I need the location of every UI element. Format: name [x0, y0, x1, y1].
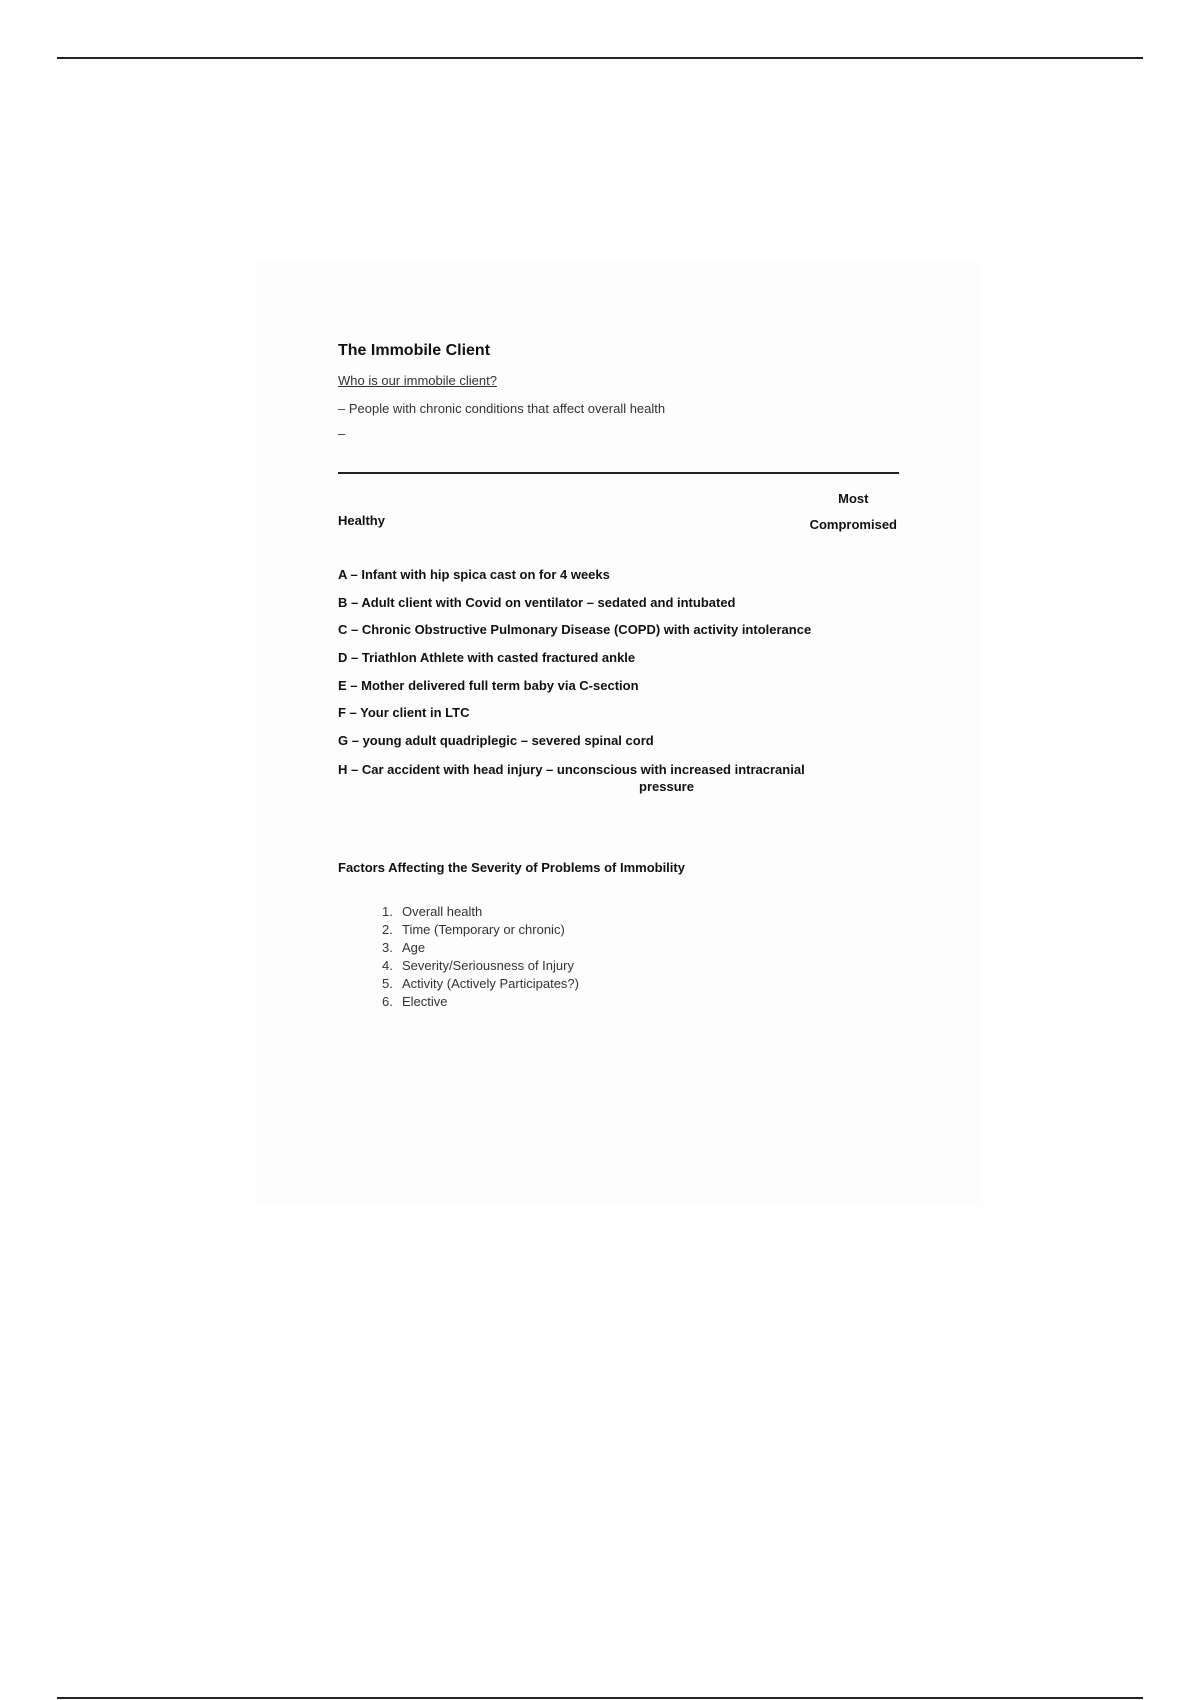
bullet-item: – — [338, 426, 346, 441]
case-item-h — [338, 761, 878, 795]
factor-item — [382, 903, 579, 921]
factor-item — [382, 921, 579, 939]
factor-text: Elective — [402, 994, 448, 1009]
factor-number: 1. — [382, 904, 393, 919]
case-item-a: A – Infant with hip spica cast on for 4 weeks — [338, 567, 610, 582]
factor-number: 5. — [382, 976, 393, 991]
factor-number: 3. — [382, 940, 393, 955]
factors-heading: Factors Affecting the Severity of Problems of Immobility — [338, 860, 685, 875]
factor-item — [382, 939, 579, 957]
factor-text: Severity/Seriousness of Injury — [402, 958, 574, 973]
case-item-h-line: H – Car accident with head injury – unconscious with increased intracranial — [338, 762, 805, 777]
document-title: The Immobile Client — [338, 342, 491, 359]
question-text: Who is our immobile client? — [338, 373, 497, 388]
factor-text: Activity (Actively Participates?) — [402, 976, 579, 991]
case-item-b: B – Adult client with Covid on ventilator – sedated and intubated — [338, 595, 736, 610]
health-scale-line — [338, 472, 899, 474]
case-item-h-continuation: pressure — [639, 779, 694, 794]
scale-label-line: Most — [838, 491, 869, 506]
factor-number: 6. — [382, 994, 393, 1009]
factor-number: 4. — [382, 958, 393, 973]
case-item-f: F – Your client in LTC — [338, 705, 470, 720]
scale-label-healthy: Healthy — [338, 513, 385, 528]
case-item-g: G – young adult quadriplegic – severed spinal cord — [338, 733, 654, 748]
case-item-c: C – Chronic Obstructive Pulmonary Disease (COPD) with activity intolerance — [338, 622, 812, 637]
page-bottom-rule — [57, 1697, 1143, 1699]
page-top-rule — [57, 57, 1143, 59]
case-item-e: E – Mother delivered full term baby via C-section — [338, 678, 639, 693]
factor-number: 2. — [382, 922, 393, 937]
factor-item — [382, 957, 579, 975]
scale-label-most-compromised — [810, 486, 897, 538]
factor-text: Age — [402, 940, 426, 955]
factor-item — [382, 975, 579, 993]
case-item-d: D – Triathlon Athlete with casted fractured ankle — [338, 650, 636, 665]
factor-text: Overall health — [402, 904, 483, 919]
factor-item — [382, 993, 579, 1011]
factor-text: Time (Temporary or chronic) — [402, 922, 565, 937]
factors-list — [382, 903, 579, 1011]
scale-label-line: Compromised — [809, 517, 897, 532]
bullet-item: – People with chronic conditions that affect overall health — [338, 401, 666, 416]
